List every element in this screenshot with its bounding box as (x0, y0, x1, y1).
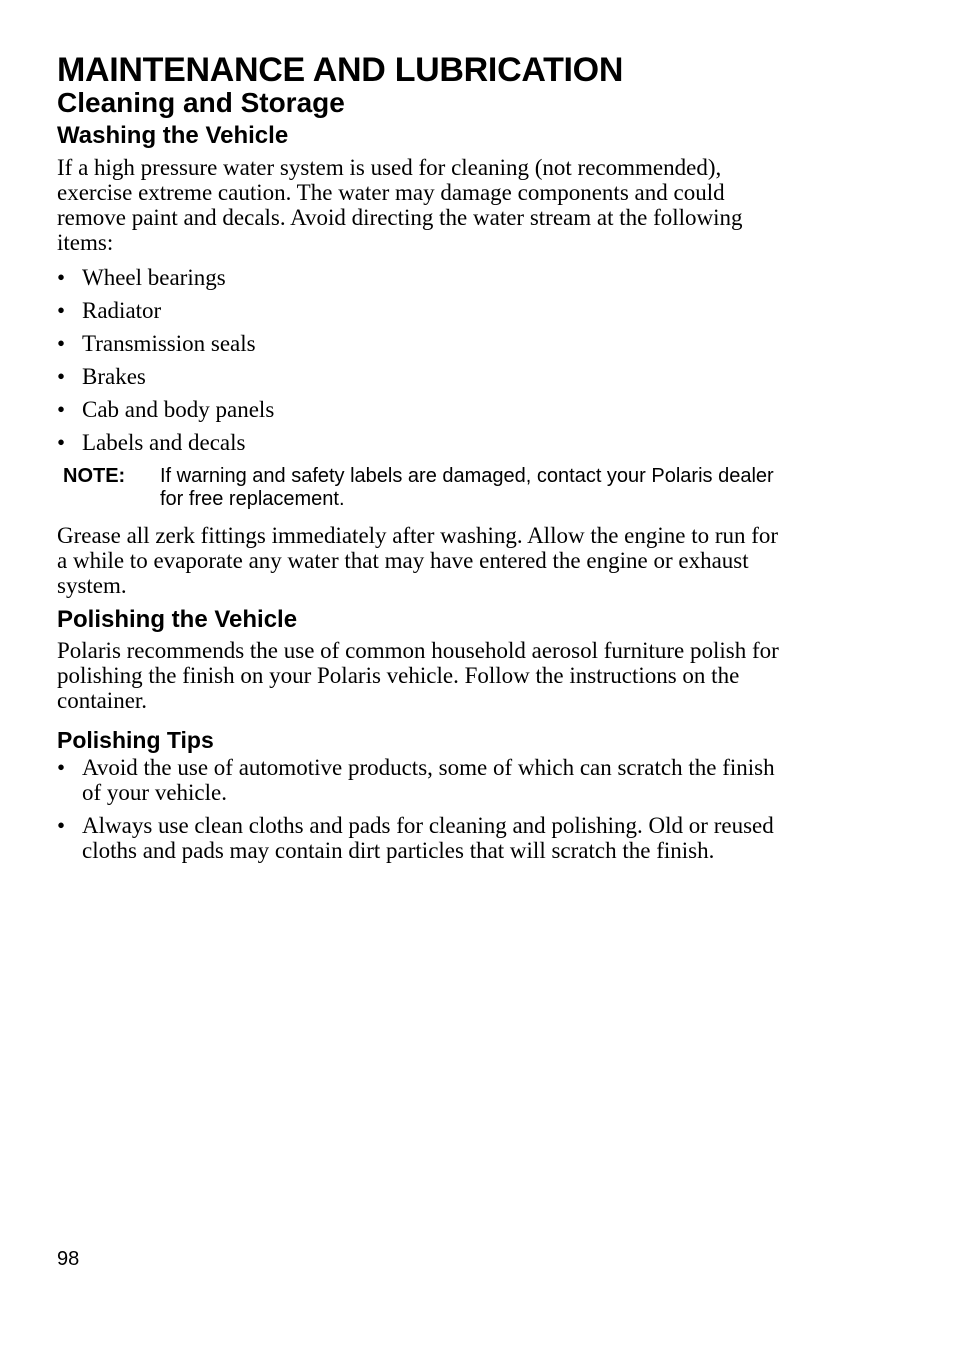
list-item: • Always use clean cloths and pads for cleaning and polishing. Old or reused cloths and pads may contain dirt particles that will scratch the finish. (57, 813, 774, 863)
list-item: • Radiator (57, 298, 162, 323)
bullet-icon: • (57, 265, 66, 290)
list-item: • Transmission seals (57, 331, 256, 356)
washing-intro: If a high pressure water system is used for cleaning (not recommended), exercise extreme caution. The water may damage components and could remove paint and decals. Avoid directing the water stream at the following items: (57, 155, 743, 255)
polishing-tips-heading: Polishing Tips (57, 727, 214, 753)
section-title: Cleaning and Storage (57, 87, 345, 118)
page-content (57, 50, 787, 871)
washing-items-list (57, 265, 787, 455)
bullet-icon: • (57, 813, 66, 838)
list-item: • Cab and body panels (57, 397, 275, 422)
polishing-heading: Polishing the Vehicle (57, 606, 298, 633)
washing-after-text: Grease all zerk fittings immediately after washing. Allow the engine to run for a while to evaporate any water that may have entered the engine or exhaust system. (57, 523, 779, 598)
chapter-title: MAINTENANCE AND LUBRICATION (57, 51, 624, 89)
note-label: NOTE: (63, 465, 126, 487)
bullet-icon: • (57, 397, 66, 422)
note-text: If warning and safety labels are damaged, contact your Polaris dealer for free replacement. (160, 465, 774, 510)
bullet-icon: • (57, 430, 66, 455)
page-number: 98 (57, 1248, 80, 1270)
polishing-tips-list (57, 755, 787, 863)
bullet-icon: • (57, 364, 66, 389)
bullet-icon: • (57, 298, 66, 323)
polishing-intro: Polaris recommends the use of common household aerosol furniture polish for polishing the finish on your Polaris vehicle. Follow the instructions on the container. (57, 638, 779, 713)
list-item: • Labels and decals (57, 430, 246, 455)
list-item: • Avoid the use of automotive products, some of which can scratch the finish of your vehicle. (57, 755, 775, 805)
note-block (63, 465, 787, 511)
bullet-icon: • (57, 755, 66, 780)
list-item: • Brakes (57, 364, 146, 389)
bullet-icon: • (57, 331, 66, 356)
washing-heading: Washing the Vehicle (57, 122, 289, 149)
list-item: • Wheel bearings (57, 265, 226, 290)
